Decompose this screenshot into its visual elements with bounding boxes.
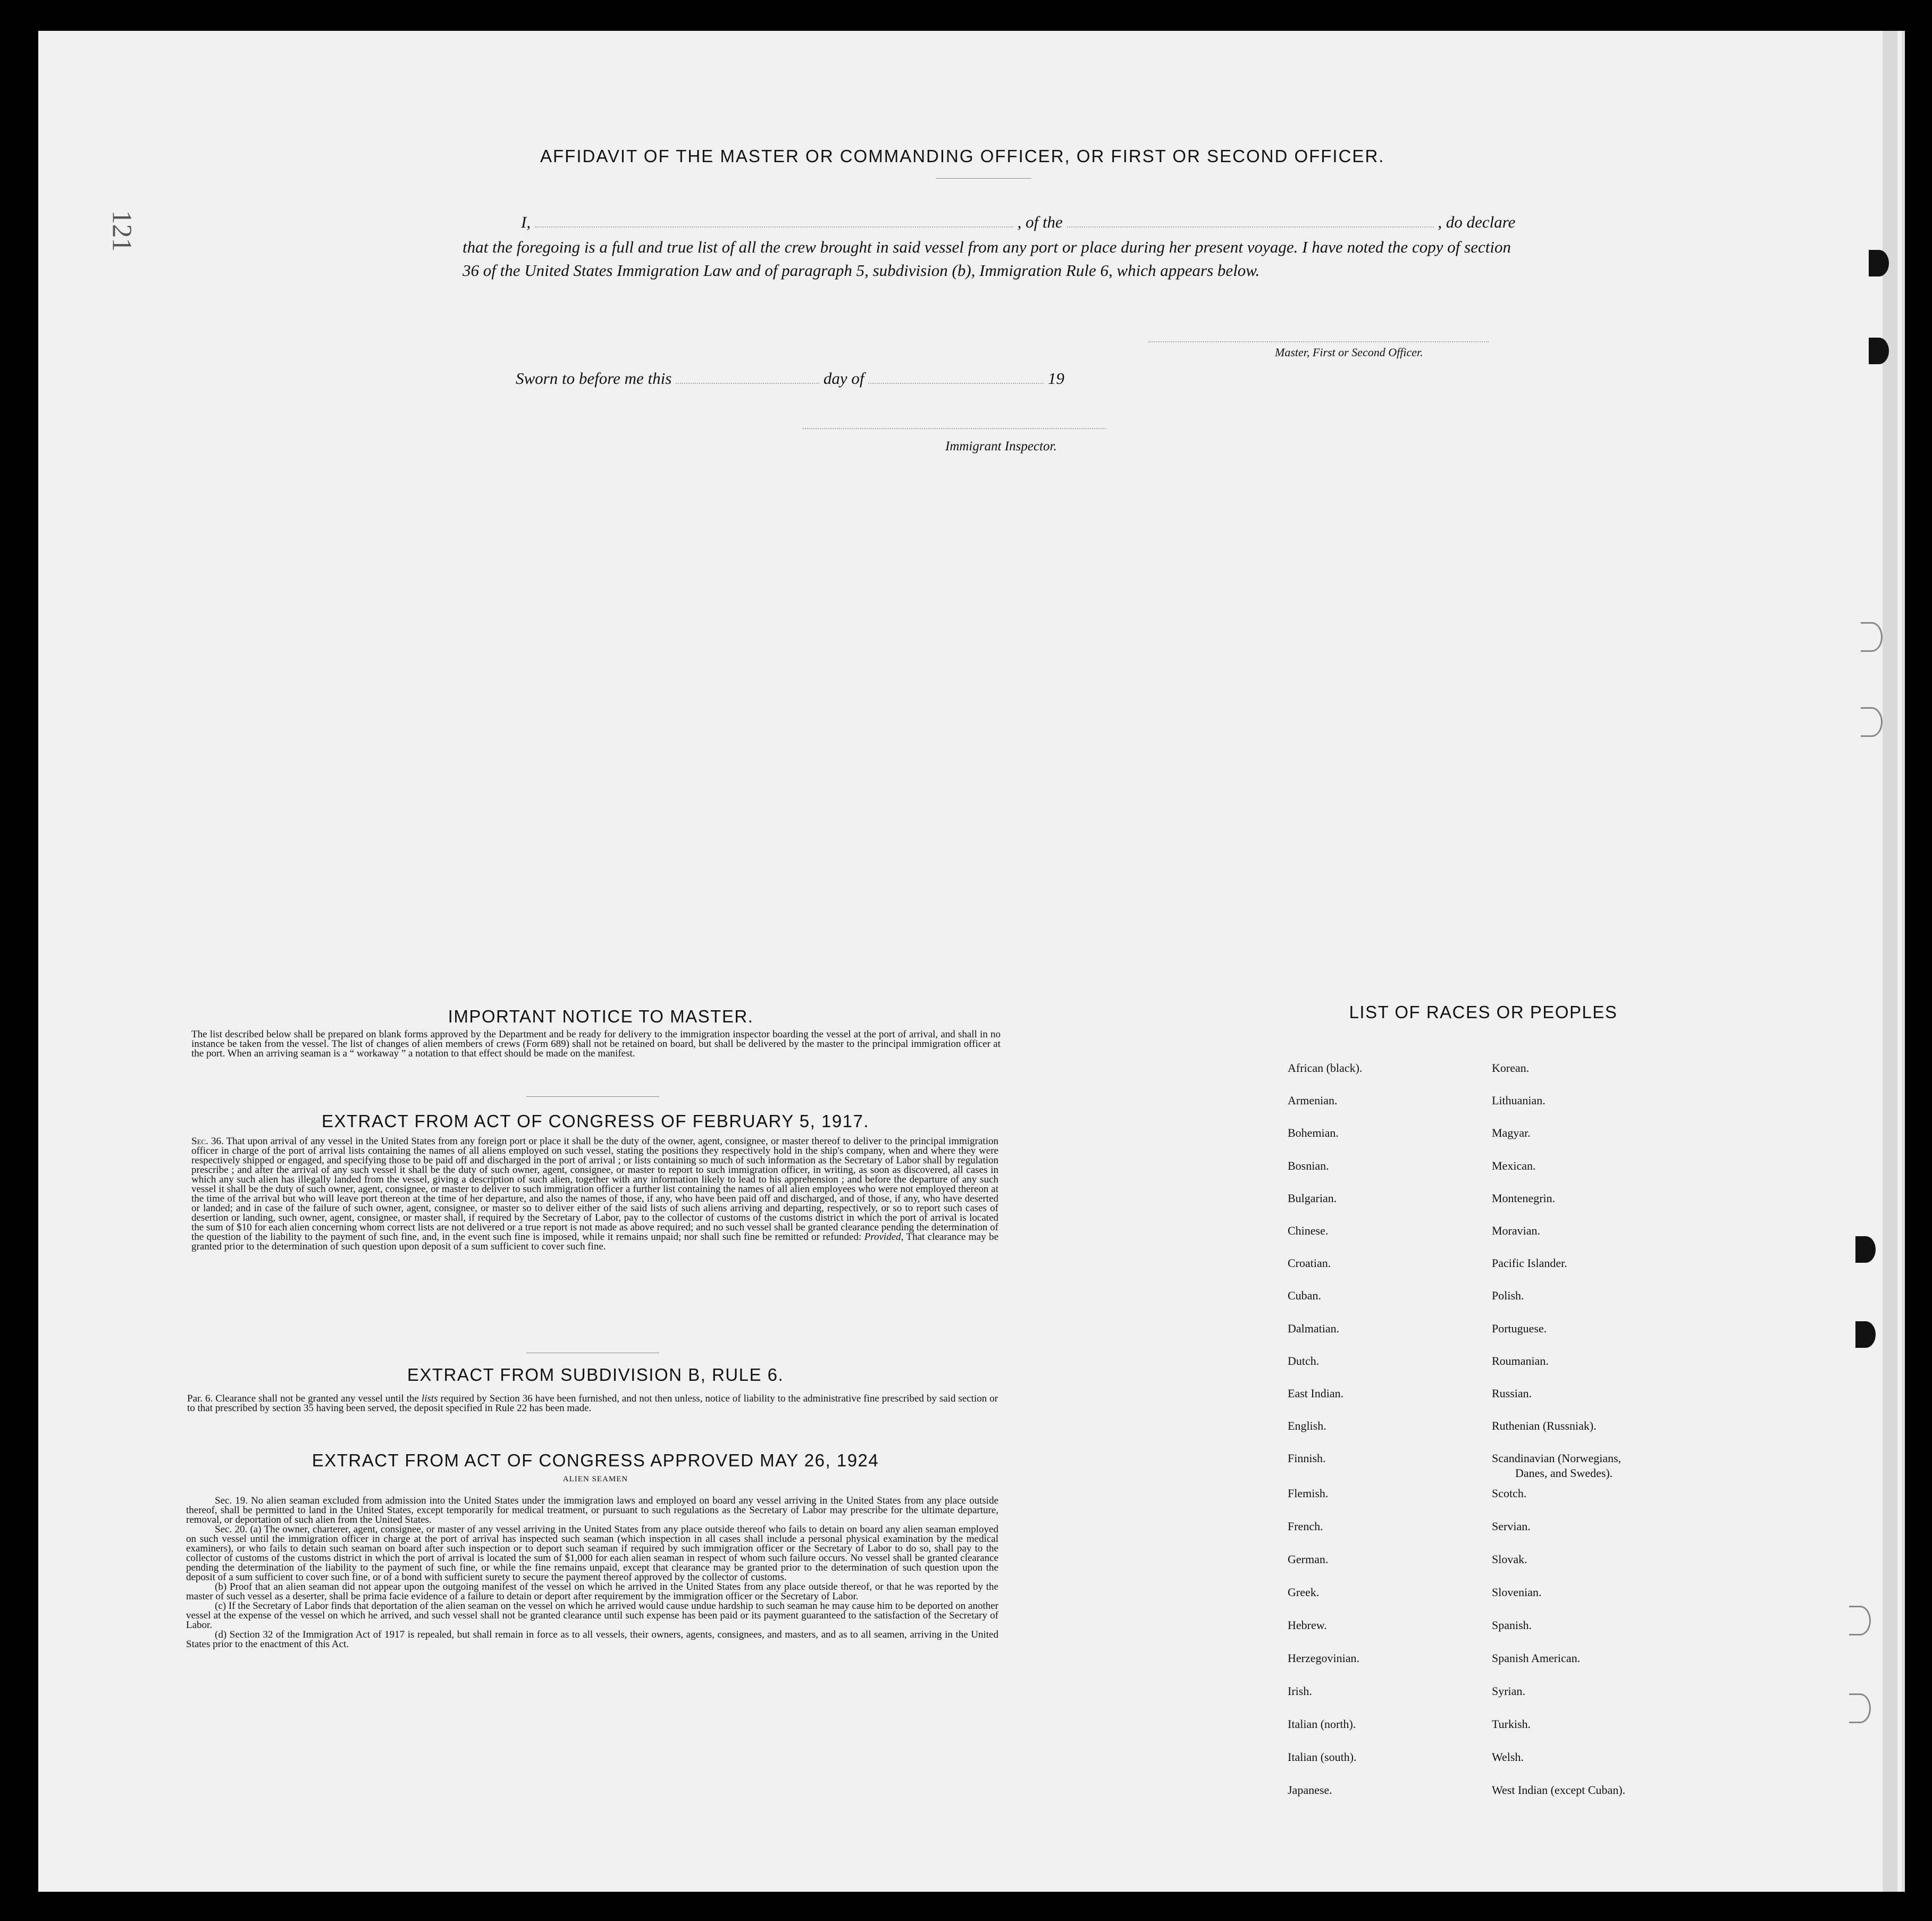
extract-1924-subtitle: ALIEN SEAMEN bbox=[562, 1475, 628, 1483]
race-item: East Indian. bbox=[1288, 1387, 1344, 1400]
day-of-label: day of bbox=[823, 369, 864, 388]
race-item: Servian. bbox=[1492, 1520, 1531, 1533]
extract-1917-body bbox=[191, 1137, 998, 1252]
section-number: Sec. 36. bbox=[191, 1136, 224, 1147]
affidavit-title: AFFIDAVIT OF THE MASTER OR COMMANDING OFFICER, OR FIRST OR SECOND OFFICER. bbox=[540, 146, 1385, 166]
section-20a: Sec. 20. (a) The owner, charterer, agent, consignee, or master of any vessel arriving in the United States from any place outside thereof who fails to detain on board any alien seaman employed on such vessel until the immigration officer in charge at the port of arrival has inspected such seaman (which inspection in all cases shall include a personal physical examination by the medical examiners), or who fails to detain such seaman on board after such inspection or to deport such seaman if required by such immigration officer or the Secretary of Labor to do so, shall pay to the collector of customs of the customs district in which the port of arrival is located the sum of $1,000 for each alien seaman in respect of whom such failure occurs. No vessel shall be granted clearance pending the determination of the liability to the payment of such fine, or while the fine remains unpaid, except that clearance may be granted prior to the determination of such question upon the deposit of a sum sufficient to cover such fine, or of a bond with sufficient surety to secure the payment thereof approved by the collector of customs. bbox=[186, 1524, 998, 1583]
section-20c: (c) If the Secretary of Labor finds that deportation of the alien seaman on the vessel on which he arrived would cause undue hardship to such seaman he may cause him to be deported on another vessel at the expense of the vessel on which he arrived, and such vessel shall not be granted clearance until such expense has been paid or its payment guaranteed to the satisfaction of the Secretary of Labor. bbox=[186, 1600, 998, 1631]
race-item: Slovenian. bbox=[1492, 1586, 1542, 1599]
race-item: Croatian. bbox=[1288, 1256, 1331, 1270]
binder-hole bbox=[1861, 707, 1883, 737]
master-signature-field[interactable] bbox=[1148, 341, 1489, 342]
race-item: Irish. bbox=[1288, 1684, 1312, 1698]
race-item: Japanese. bbox=[1288, 1783, 1332, 1797]
declaration-line bbox=[521, 211, 1515, 234]
page-edge bbox=[1883, 31, 1897, 1892]
sworn-label: Sworn to before me this bbox=[516, 369, 672, 388]
race-item: Dalmatian. bbox=[1288, 1322, 1340, 1335]
race-item: Roumanian. bbox=[1492, 1354, 1549, 1368]
race-item: Slovak. bbox=[1492, 1553, 1527, 1566]
race-item: Russian. bbox=[1492, 1387, 1532, 1400]
race-item: Herzegovinian. bbox=[1288, 1651, 1359, 1665]
race-item: Danes, and Swedes). bbox=[1515, 1466, 1613, 1480]
divider bbox=[936, 178, 1031, 179]
binder-hole bbox=[1849, 1693, 1871, 1723]
race-item: Mexican. bbox=[1492, 1159, 1536, 1172]
inspector-signature-field[interactable] bbox=[803, 428, 1106, 429]
pronoun-label: I, bbox=[521, 213, 531, 231]
master-signature-label: Master, First or Second Officer. bbox=[1275, 346, 1423, 359]
subdivision-body bbox=[187, 1394, 998, 1413]
section-tail: That clearance may be granted prior to the determination of such question upon deposit of a sum sufficient to cover such fine. bbox=[191, 1231, 998, 1252]
binder-hole bbox=[1849, 1606, 1871, 1635]
race-item: Italian (south). bbox=[1288, 1750, 1357, 1764]
binder-hole bbox=[1855, 1321, 1876, 1348]
race-item: Chinese. bbox=[1288, 1224, 1329, 1237]
race-item: Montenegrin. bbox=[1492, 1192, 1556, 1205]
paragraph-text-a: Clearance shall not be granted any vessel until the bbox=[215, 1393, 419, 1404]
binder-hole bbox=[1855, 1236, 1876, 1263]
race-item: Flemish. bbox=[1288, 1487, 1329, 1500]
race-item: Finnish. bbox=[1288, 1452, 1326, 1465]
race-item: Armenian. bbox=[1288, 1094, 1338, 1107]
provided-word: Provided, bbox=[864, 1231, 904, 1243]
notice-body: The list described below shall be prepared on blank forms approved by the Department and be ready for delivery to the immigration inspector boarding the vessel at the port of arrival, and shall in no instance be taken from the vessel. The list of changes of alien members of crews (Form 689) shall not be retained on board, but shall be delivered by the master to the principal immigration officer at the port. When an arriving seaman is a “ workaway ” a notation to that effect should be made on the manifest. bbox=[191, 1029, 1001, 1059]
race-item: Turkish. bbox=[1492, 1717, 1531, 1731]
extract-1917-title: EXTRACT FROM ACT OF CONGRESS OF FEBRUARY 5, 1917. bbox=[321, 1111, 870, 1131]
race-item: Spanish. bbox=[1492, 1618, 1532, 1632]
race-item: Lithuanian. bbox=[1492, 1094, 1545, 1107]
race-item: Bohemian. bbox=[1288, 1126, 1339, 1139]
race-item: Spanish American. bbox=[1492, 1651, 1581, 1665]
race-item: Magyar. bbox=[1492, 1126, 1531, 1139]
margin-handwriting: 121 bbox=[106, 210, 137, 252]
binder-hole bbox=[1861, 622, 1883, 652]
race-item: Cuban. bbox=[1288, 1289, 1321, 1302]
race-item: Portuguese. bbox=[1492, 1322, 1547, 1335]
declare-label: , do declare bbox=[1438, 213, 1516, 231]
inspector-label: Immigrant Inspector. bbox=[945, 439, 1057, 454]
extract-1924-title: EXTRACT FROM ACT OF CONGRESS APPROVED MAY 26, 1924 bbox=[312, 1450, 879, 1470]
race-item: French. bbox=[1288, 1520, 1323, 1533]
lists-word: lists bbox=[421, 1393, 438, 1404]
subdivision-title: EXTRACT FROM SUBDIVISION B, RULE 6. bbox=[407, 1365, 784, 1385]
race-item: West Indian (except Cuban). bbox=[1492, 1783, 1626, 1797]
race-item: Ruthenian (Russniak). bbox=[1492, 1419, 1597, 1432]
race-item: Welsh. bbox=[1492, 1750, 1524, 1764]
declaration-body: that the foregoing is a full and true list of all the crew brought in said vessel from any port or place during her present voyage. I have noted the copy of section 36 of the United States Immigration Law and of paragraph 5, subdivision (b), Immigration Rule 6, which appears below. bbox=[463, 238, 1511, 280]
race-item: Scandinavian (Norwegians, bbox=[1492, 1452, 1622, 1465]
race-item: Syrian. bbox=[1492, 1684, 1525, 1698]
of-the-label: , of the bbox=[1017, 213, 1063, 231]
divider bbox=[526, 1096, 659, 1097]
race-item: German. bbox=[1288, 1553, 1329, 1566]
name-field[interactable] bbox=[535, 211, 1013, 228]
sworn-line bbox=[516, 367, 1064, 390]
race-item: Polish. bbox=[1492, 1289, 1524, 1302]
vessel-field[interactable] bbox=[1067, 211, 1434, 228]
race-item: Bulgarian. bbox=[1288, 1192, 1337, 1205]
section-19: Sec. 19. No alien seaman excluded from admission into the United States under the immigration laws and employed on board any vessel arriving in the United States from any place outside thereof, shall be permitted to land in the United States, except temporarily for medical treatment, or pursuant to such regulations as the Secretary of Labor may prescribe for the ultimate departure, removal, or deportation of such alien from the United States. bbox=[186, 1495, 998, 1525]
race-item: African (black). bbox=[1288, 1061, 1363, 1075]
binder-hole bbox=[1869, 338, 1889, 364]
year-prefix: 19 bbox=[1047, 369, 1064, 388]
paragraph-text-b: required by Section 36 have been furnished, and not then unless, notice of liability to the administrative fine prescribed by said section or to that prescribed by section 35 having been served, the deposit specified in Rule 22 has been made. bbox=[187, 1393, 998, 1414]
section-20d: (d) Section 32 of the Immigration Act of 1917 is repealed, but shall remain in force as to all vessels, their owners, agents, consignees, and masters, and as to all seamen, arriving in the United States prior to the enactment of this Act. bbox=[186, 1629, 998, 1650]
race-item: Scotch. bbox=[1492, 1487, 1527, 1500]
binder-hole bbox=[1869, 250, 1889, 276]
race-item: Korean. bbox=[1492, 1061, 1530, 1075]
sworn-month-field[interactable] bbox=[868, 367, 1044, 384]
notice-title: IMPORTANT NOTICE TO MASTER. bbox=[448, 1006, 754, 1026]
races-title: LIST OF RACES OR PEOPLES bbox=[1349, 1002, 1618, 1022]
race-item: Dutch. bbox=[1288, 1354, 1320, 1368]
paragraph-number: Par. 6. bbox=[187, 1393, 213, 1404]
race-item: Greek. bbox=[1288, 1586, 1320, 1599]
section-text: That upon arrival of any vessel in the United States from any foreign port or place it shall be the duty of the owner, agent, consignee, or master thereof to deliver to the principal immigration officer in charge of the port of arrival lists containing the names of all aliens employed on such vessel, stating the positions they respectively hold in the ship's company, when and where they were respectively shipped or engaged, and specifying those to be paid off and discharged in the port of arrival ; or lists containing so much of such information as the Secretary of Labor shall by regulation prescribe ; and after the arrival of any such vessel it shall be the duty of such owner, agent, consignee, or master to report to such immigration officer, in writing, as soon as discovered, all cases in which any such alien has illegally landed from the vessel, giving a description of such alien, together with any information likely to lead to his apprehension ; and before the departure of any such vessel it shall be the duty of such owner, agent, consignee, or master to deliver to such immigration officer a further list containing the names of all alien employees who were not employed thereon at the time of the arrival but who will leave port thereon at the time of her departure, and also the names of those, if any, who have been paid off and discharged, and of those, if any, who have deserted or landed; and in case of the failure of such owner, agent, consignee, or master so to deliver either of the said lists of such aliens arriving and departing, respectively, or so to report such cases of desertion or landing, such owner, agent, consignee, or master shall, if required by the Secretary of Labor, pay to the collector of customs of the customs district in which the port of arrival is located the sum of $10 for each alien concerning whom correct lists are not delivered or a true report is not made as above required; and no such vessel shall be granted clearance pending the determination of the question of the liability to the payment of such fine, and, in the event such fine is imposed, while it remains unpaid; nor shall such fine be remitted or refunded: bbox=[191, 1136, 998, 1243]
race-item: English. bbox=[1288, 1419, 1326, 1432]
race-item: Pacific Islander. bbox=[1492, 1256, 1567, 1270]
race-item: Hebrew. bbox=[1288, 1618, 1327, 1632]
sworn-day-field[interactable] bbox=[676, 367, 819, 384]
race-item: Moravian. bbox=[1492, 1224, 1541, 1237]
extract-1924-body bbox=[186, 1496, 998, 1649]
race-item: Bosnian. bbox=[1288, 1159, 1329, 1172]
race-item: Italian (north). bbox=[1288, 1717, 1356, 1731]
section-20b: (b) Proof that an alien seaman did not appear upon the outgoing manifest of the vessel on which he arrived in the United States from any place outside thereof, or that he was reported by the master of such vessel as a deserter, shall be prima facie evidence of a failure to detain or deport after requirement by the immigration officer or the Secretary of Labor. bbox=[186, 1581, 998, 1602]
